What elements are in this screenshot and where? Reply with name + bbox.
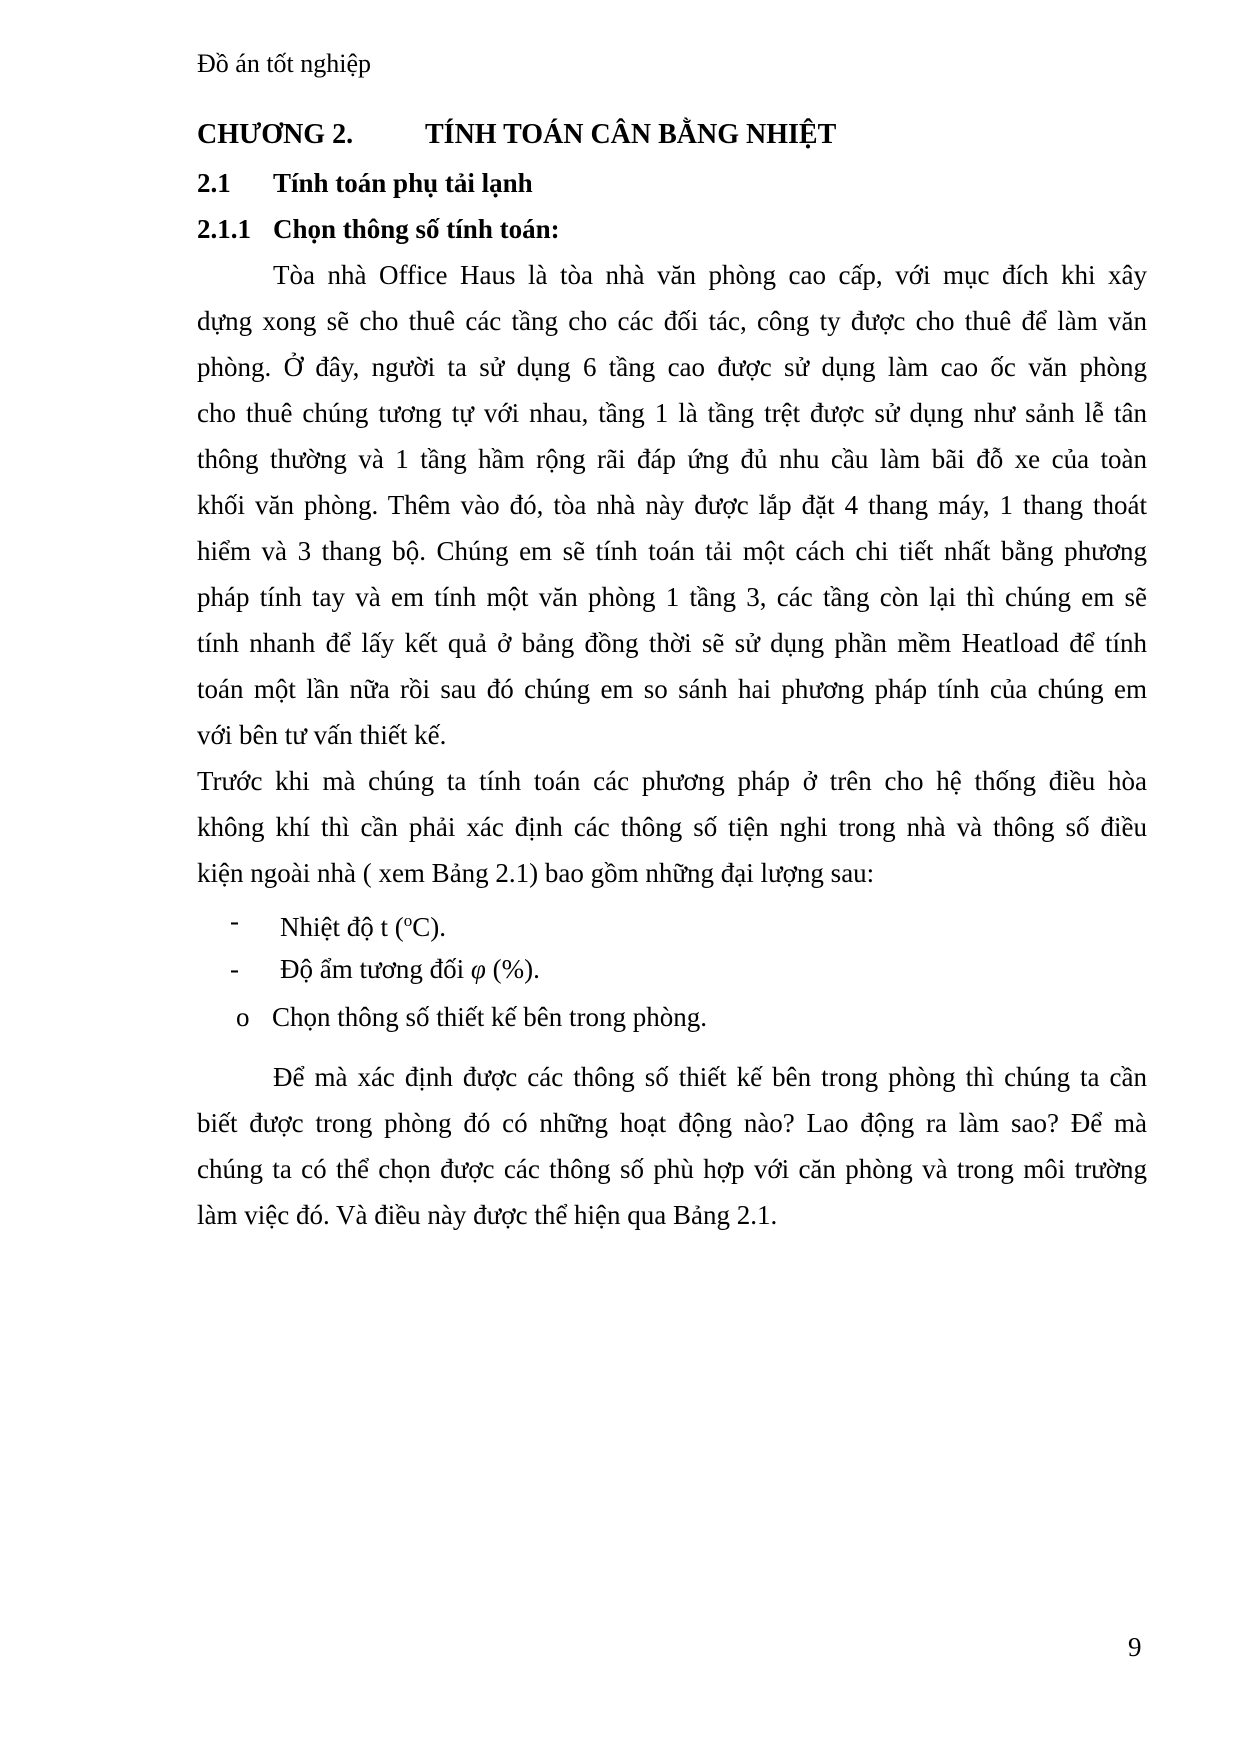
phi-symbol: φ [470, 954, 486, 984]
paragraph-1-line: khối văn phòng. Thêm vào đó, tòa nhà này được lắp đặt 4 thang máy, 1 thang thoát [197, 490, 1147, 520]
paragraph-1-line: cho thuê chúng tương tự với nhau, tầng 1 là tầng trệt được sử dụng như sảnh lễ tân [197, 398, 1147, 428]
section-heading [197, 166, 533, 200]
paragraph-1-line: phòng. Ở đây, người ta sử dụng 6 tầng cao được sử dụng làm cao ốc văn phòng [197, 352, 1147, 382]
list-dash-marker: - [230, 954, 239, 984]
paragraph-1-line: Tòa nhà Office Haus là tòa nhà văn phòng cao cấp, với mục đích khi xây [273, 260, 1147, 290]
list-item-text: (%). [485, 954, 540, 984]
paragraph-2-line: không khí thì cần phải xác định các thông số tiện nghi trong nhà và thông số điều [197, 812, 1147, 842]
subsection-title: Chọn thông số tính toán: [273, 214, 560, 244]
paragraph-1-line: pháp tính tay và em tính một văn phòng 1 tầng 3, các tầng còn lại thì chúng em sẽ [197, 582, 1147, 612]
page-number: 9 [1128, 1632, 1142, 1662]
paragraph-3-line: chúng ta có thể chọn được các thông số phù hợp với căn phòng và trong môi trường [197, 1154, 1147, 1184]
chapter-number: CHƯƠNG 2. [197, 119, 354, 150]
paragraph-3-line: làm việc đó. Và điều này được thể hiện qua Bảng 2.1. [197, 1200, 778, 1230]
list-item-design-params: Chọn thông số thiết kế bên trong phòng. [272, 1002, 707, 1032]
paragraph-3-line: biết được trong phòng đó có những hoạt động nào? Lao động ra làm sao? Để mà [197, 1108, 1147, 1138]
paragraph-1-line: thông thường và 1 tầng hầm rộng rãi đáp ứng đủ nhu cầu làm bãi đỗ xe của toàn [197, 444, 1147, 474]
degree-superscript: o [403, 911, 413, 930]
running-header: Đồ án tốt nghiệp [197, 49, 372, 78]
section-title: Tính toán phụ tải lạnh [273, 168, 533, 198]
subsection-heading [197, 212, 560, 246]
paragraph-2-line: Trước khi mà chúng ta tính toán các phương pháp ở trên cho hệ thống điều hòa [197, 766, 1147, 796]
paragraph-1-line: với bên tư vấn thiết kế. [197, 720, 447, 750]
list-item-humidity [280, 952, 540, 986]
section-number: 2.1 [197, 168, 231, 198]
paragraph-1-line: dựng xong sẽ cho thuê các tầng cho các đối tác, công ty được cho thuê để làm văn [197, 306, 1147, 336]
list-item-text: C). [412, 912, 446, 942]
subsection-number: 2.1.1 [197, 214, 251, 244]
list-circle-marker: o [236, 1002, 250, 1032]
chapter-heading [197, 118, 837, 152]
list-item-temperature [280, 904, 446, 944]
chapter-title: TÍNH TOÁN CÂN BẰNG NHIỆT [425, 119, 837, 150]
list-item-text: Độ ẩm tương đối [280, 954, 471, 984]
paragraph-1-line: hiểm và 3 thang bộ. Chúng em sẽ tính toán tải một cách chi tiết nhất bằng phương [197, 536, 1147, 566]
paragraph-3-line: Để mà xác định được các thông số thiết kế bên trong phòng thì chúng ta cần [273, 1062, 1147, 1092]
list-dash-marker: - [230, 906, 239, 936]
paragraph-1-line: toán một lần nữa rồi sau đó chúng em so sánh hai phương pháp tính của chúng em [197, 674, 1147, 704]
paragraph-1-line: tính nhanh để lấy kết quả ở bảng đồng thời sẽ sử dụng phần mềm Heatload để tính [197, 628, 1147, 658]
list-item-text: Nhiệt độ t ( [280, 912, 404, 942]
paragraph-2-line: kiện ngoài nhà ( xem Bảng 2.1) bao gồm những đại lượng sau: [197, 858, 875, 888]
